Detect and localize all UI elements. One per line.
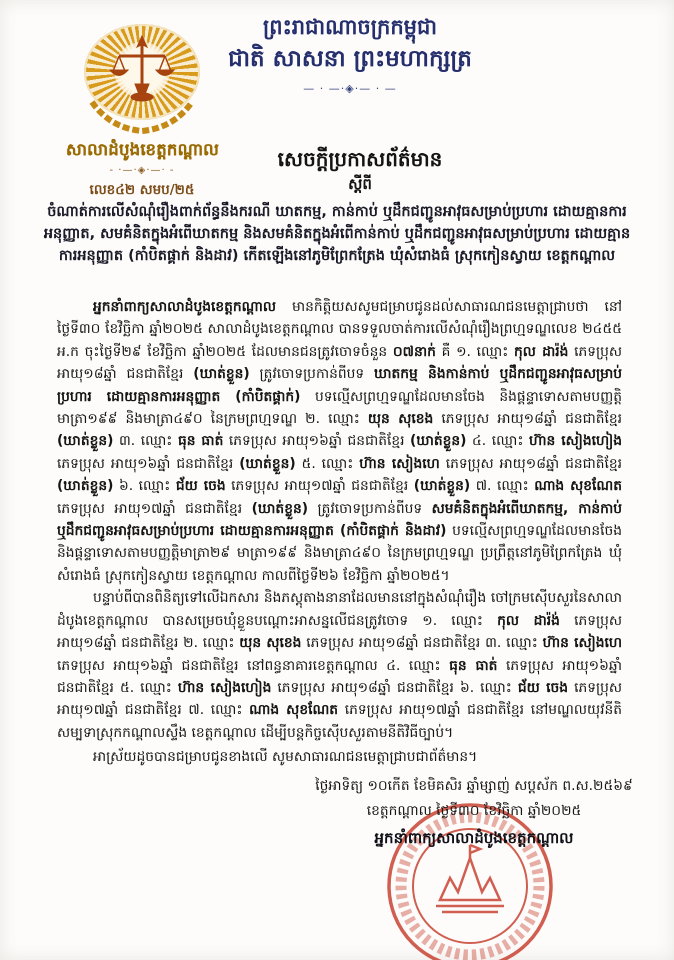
closing-line: អាស្រ័យដូចបានជម្រាបជូនខាងលើ សូមសាធារណជនមេត្តាជ្រាបជាព័ត៌មាន។ — [93, 749, 478, 766]
document-title: សេចក្តីប្រកាសព័ត៌មាន — [277, 147, 443, 171]
signoff-block — [300, 774, 648, 852]
body-paragraph-2: បន្ទាប់ពីបានពិនិត្យទៅលើឯកសារ និងភស្តុតាងនានាដែលមាននៅក្នុងសំណុំរឿង ចៅក្រមស៊ើបសួរនៃសាលាដំបូងខេត្តកណ្តាល បានសម្រេចឃុំខ្លួនបណ្តោះអាសន្នលើជនត្រូវចោទ ១. ឈ្មោះ កុល ដារ៉ង់ ភេទប្រុស អាយុ១៨ឆ្នាំ ជនជាតិខ្មែរ ២. ឈ្មោះ យុន សុខេង ភេទប្រុស អាយុ១៨ឆ្នាំ ជនជាតិខ្មែរ ៣. ឈ្មោះ ហ៊ាន សៀងហេ ភេទប្រុស អាយុ១៦ឆ្នាំ ជនជាតិខ្មែរ នៅពន្ធនាគារខេត្តកណ្តាល ៤. ឈ្មោះ ធុន ធាត់ ភេទប្រុស អាយុ១៦ឆ្នាំ ជនជាតិខ្មែរ ៥. ឈ្មោះ ហ៊ាន សៀងហៀង ភេទប្រុស អាយុ១៨ឆ្នាំ ជនជាតិខ្មែរ ៦. ឈ្មោះ ជ័យ ចេង ភេទប្រុស អាយុ១៧ឆ្នាំ ជនជាតិខ្មែរ ៧. ឈ្មោះ ណាង សុខណែត ភេទប្រុស អាយុ១៧ឆ្នាំ ជនជាតិខ្មែរ នៅមណ្ឌលយុវនីតិសម្បទាស្រុកកណ្តាលស្ទឹង ខេត្តកណ្តាល ដើម្បីបន្តកិច្ចស៊ើបសួរតាមនីតិវិធីច្បាប់។ — [57, 590, 623, 741]
national-motto: ជាតិ សាសនា ព្រះមហាក្សត្រ — [228, 46, 472, 72]
national-header — [150, 12, 550, 96]
signer-title: អ្នកនាំពាក្យសាលាដំបូងខេត្តកណ្តាល — [374, 829, 574, 847]
issue-date-line: ខេត្តកណ្តាល ថ្ងៃទី៣០ ខែវិច្ឆិកា ឆ្នាំ២០២៥ — [366, 803, 582, 819]
subject-paragraph: ចំណាត់ការលើសំណុំរឿងពាក់ព័ន្ធនឹងករណី ឃាតកម្ម, កាន់កាប់ ឬដឹកជញ្ជូនអាវុធសម្រាប់ប្រហារ ដោយគ្មានការអនុញ្ញាត, សមគំនិតក្នុងអំពើឃាតកម្ម និងសមគំនិតក្នុងអំពើកាន់កាប់ ឬដឹកជញ្ជូនអាវុធសម្រាប់ប្រហារ ដោយគ្មានការអនុញ្ញាត (កាំបិតផ្គាក់ និងដាវ) កើតឡើងនៅភូមិព្រែកត្រែង ឃុំសំរោងធំ ស្រុកកៀនស្វាយ ខេត្តកណ្តាល — [43, 204, 631, 264]
header-divider: — · —·◈·— · — — [303, 82, 397, 95]
laurel-wreath-icon — [82, 98, 202, 136]
emblem-divider: - ·—·◈·—· - — [109, 165, 175, 176]
document-body — [57, 296, 622, 769]
body-paragraph-1: អ្នកនាំពាក្យសាលាដំបូងខេត្តកណ្តាល មានកិត្តិយសសូមជម្រាបជូនដល់សាធារណជនមេត្តាជ្រាបថា នៅថ្ងៃទី៣០ ខែវិច្ឆិកា ឆ្នាំ២០២៥ សាលាដំបូងខេត្តកណ្តាល បានទទួលចាត់ការលើសំណុំរឿងព្រហ្មទណ្ឌលេខ ២៤៥៥ អ.ក ចុះថ្ងៃទី២៩ ខែវិច្ឆិកា ឆ្នាំ២០២៥ ដែលមានជនត្រូវចោទចំនួន ០៧នាក់ គឺ ១. ឈ្មោះ កុល ដារ៉ង់ ភេទប្រុស អាយុ១៨ឆ្នាំ ជនជាតិខ្មែរ (ឃាត់ខ្លួន) ត្រូវចោទប្រកាន់ពីបទ ឃាតកម្ម និងកាន់កាប់ ឬដឹកជញ្ជូនអាវុធសម្រាប់ប្រហារ ដោយគ្មានការអនុញ្ញាត (កាំបិតផ្គាក់) បទល្មើសព្រហ្មទណ្ឌដែលមានចែង និងផ្តន្ទាទោសតាមបញ្ញត្តិមាត្រា១៩៩ និងមាត្រា៤៩០ នៃក្រមព្រហ្មទណ្ឌ ២. ឈ្មោះ យុន សុខេង ភេទប្រុស អាយុ១៨ឆ្នាំ ជនជាតិខ្មែរ (ឃាត់ខ្លួន) ៣. ឈ្មោះ ធុន ធាត់ ភេទប្រុស អាយុ១៦ឆ្នាំ ជនជាតិខ្មែរ (ឃាត់ខ្លួន) ៤. ឈ្មោះ ហ៊ាន សៀងហៀង ភេទប្រុស អាយុ១៦ឆ្នាំ ជនជាតិខ្មែរ (ឃាត់ខ្លួន) ៥. ឈ្មោះ ហ៊ាន សៀងហេ ភេទប្រុស អាយុ១៨ឆ្នាំ ជនជាតិខ្មែរ (ឃាត់ខ្លួន) ៦. ឈ្មោះ ជ័យ ចេង ភេទប្រុស អាយុ១៧ឆ្នាំ ជនជាតិខ្មែរ (ឃាត់ខ្លួន) ៧. ឈ្មោះ ណាង សុខណែត ភេទប្រុស អាយុ១៧ឆ្នាំ ជនជាតិខ្មែរ (ឃាត់ខ្លួន) ត្រូវចោទប្រកាន់ពីបទ សមគំនិតក្នុងអំពើឃាតកម្ម, កាន់កាប់ ឬដឹកជញ្ជូនអាវុធសម្រាប់ប្រហារ ដោយគ្មានការអនុញ្ញាត (កាំបិតផ្គាក់ និងដាវ) បទល្មើសព្រហ្មទណ្ឌដែលមានចែង និងផ្តន្ទាទោសតាមបញ្ញត្តិមាត្រា២៩ មាត្រា១៩៩ និងមាត្រា៤៩០ នៃក្រមព្រហ្មទណ្ឌ ប្រព្រឹត្តនៅភូមិព្រែកត្រែង ឃុំសំរោងធំ ស្រុកកៀនស្វាយ ខេត្តកណ្តាល កាលពីថ្ងៃទី២៦ ខែវិច្ឆិកា ឆ្នាំ២០២៥។ — [57, 299, 623, 584]
reference-number: លេខ៤២ សមប/២៥ — [89, 182, 195, 198]
document-subtitle-regarding: ស្តីពី — [348, 175, 372, 193]
kingdom-title: ព្រះរាជាណាចក្រកម្ពុជា — [262, 15, 437, 39]
title-block — [60, 146, 660, 195]
lunar-date-line: ថ្ងៃអាទិត្យ ១០កើត ខែមិគសិរ ឆ្នាំម្សាញ់ សប្តស័ក ព.ស.២៥៦៩ — [315, 778, 633, 794]
court-name: សាលាដំបូងខេត្តកណ្តាល — [66, 140, 220, 159]
